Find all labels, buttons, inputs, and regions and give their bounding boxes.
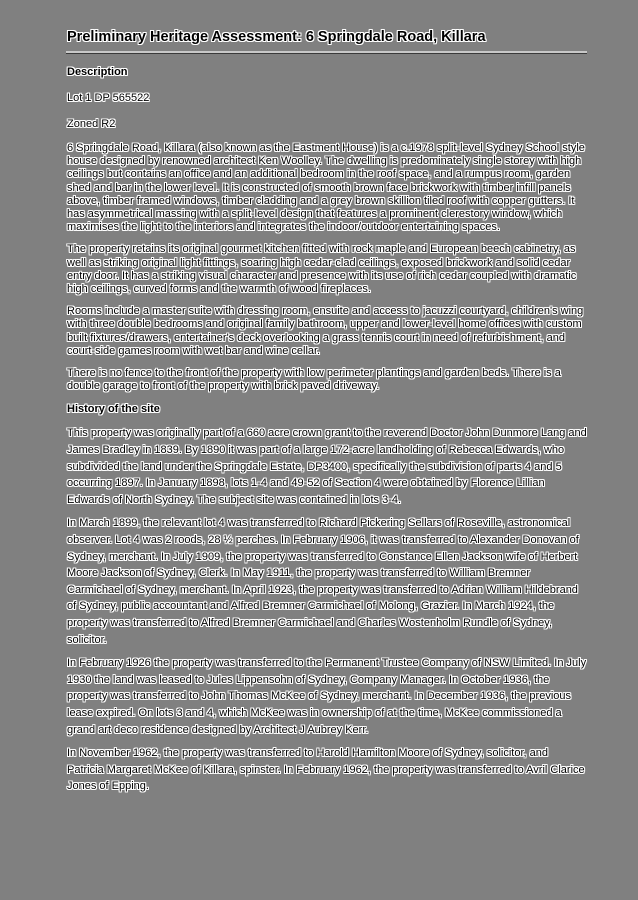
history-paragraph: In November 1962, the property was transferred to Harold Hamilton Moore of Sydney, solicitor, and Patricia Margaret McKee of Killara, spinster. In February 1962, the property was transferred to Avril Clarice Jones of Epping. [67,747,585,793]
lot-reference: Lot 1 DP 565522 [67,92,150,104]
history-heading: History of the site [67,403,160,416]
zoning-label: Zoned R2 [67,118,116,130]
description-paragraph: The property retains its original gourmet kitchen fitted with rock maple and European beech cabinetry, as well as striking original light fittings, soaring high cedar-clad ceilings, exposed brickwork and solid cedar entry door. It has a striking visual character and presence with its use of rich cedar coupled with dramatic high ceilings, curved forms and the warmth of wood fireplaces. [67,243,577,296]
title-divider [66,51,587,54]
page-title: Preliminary Heritage Assessment: 6 Springdale Road, Killara [67,29,486,45]
description-heading: Description [67,66,128,78]
history-paragraph: In March 1899, the relevant lot 4 was transferred to Richard Pickering Sellars of Roseville, astronomical observer. Lot 4 was 2 roods, 28 ½ perches. In February 1906, it was transferred to Alexander Donovan of Sydney, merchant. In July 1909, the property was transferred to Constance Ellen Jackson wife of Herbert Moore Jackson of Sydney, Clerk. In May 1911, the property was transferred to William Bremner Carmichael of Sydney, merchant. In April 1923, the property was transferred to Adrian William Hildebrand of Sydney, public accountant and Alfred Bremner Carmichael of Molong, Grazier. In March 1924, the property was transferred to Alfred Bremner Carmichael and Charles Wostenholm Rundle of Sydney, solicitor. [67,517,579,646]
description-paragraph: Rooms include a master suite with dressing room, ensuite and access to jacuzzi courtyard, children's wing with three double bedrooms and original family bathroom, upper and lower-level home offices with custom built fixtures/drawers, entertainer's deck overlooking a grass tennis court in need of refurbishment, and court-side games room with wet bar and wine cellar. [67,305,584,357]
history-paragraph: In February 1926 the property was transferred to the Permanent Trustee Company of NSW Limited. In July 1930 the land was leased to Jules Lippensohn of Sydney, Company Manager. In October 1936, the property was transferred to John Thomas McKee of Sydney, merchant. In December 1936, the previous lease expired. On lots 3 and 4, which McKee was in ownership of at the time, McKee commissioned a grand art deco residence designed by Architect J Aubrey Kerr. [67,657,587,736]
document-page [67,26,587,795]
history-paragraph: This property was originally part of a 660 acre crown grant to the reverend Doctor John Dunmore Lang and James Bradley in 1839. By 1890 it was part of a large 172-acre landholding of Rebecca Edwards, who subdivided the land under the Springdale Estate, DP3400, specifically the subdivision of parts 4 and 5 occurring 1897. In January 1898, lots 1-4 and 49-52 of Section 4 were obtained by Florence Lillian Edwards of North Sydney. The subject site was contained in lots 3-4. [67,427,587,506]
description-paragraph: 6 Springdale Road, Killara (also known as the Eastment House) is a c.1978 split-level Sydney School style house designed by renowned architect Ken Woolley. The dwelling is predominately single storey with high ceilings but contains an office and an additional bedroom in the roof space, and a rumpus room, garden shed and bar in the lower level. It is constructed of smooth brown face brickwork with timber infill panels above, timber framed windows, timber cladding and a grey brown skillion tiled roof with copper gutters. It has asymmetrical massing with a split-level design that features a prominent clerestory window, which maximises the light to the interiors and integrates the indoor/outdoor entertaining spaces. [67,142,585,234]
description-paragraph: There is no fence to the front of the property with low perimeter plantings and garden beds. There is a double garage to front of the property with brick paved driveway. [67,367,561,393]
